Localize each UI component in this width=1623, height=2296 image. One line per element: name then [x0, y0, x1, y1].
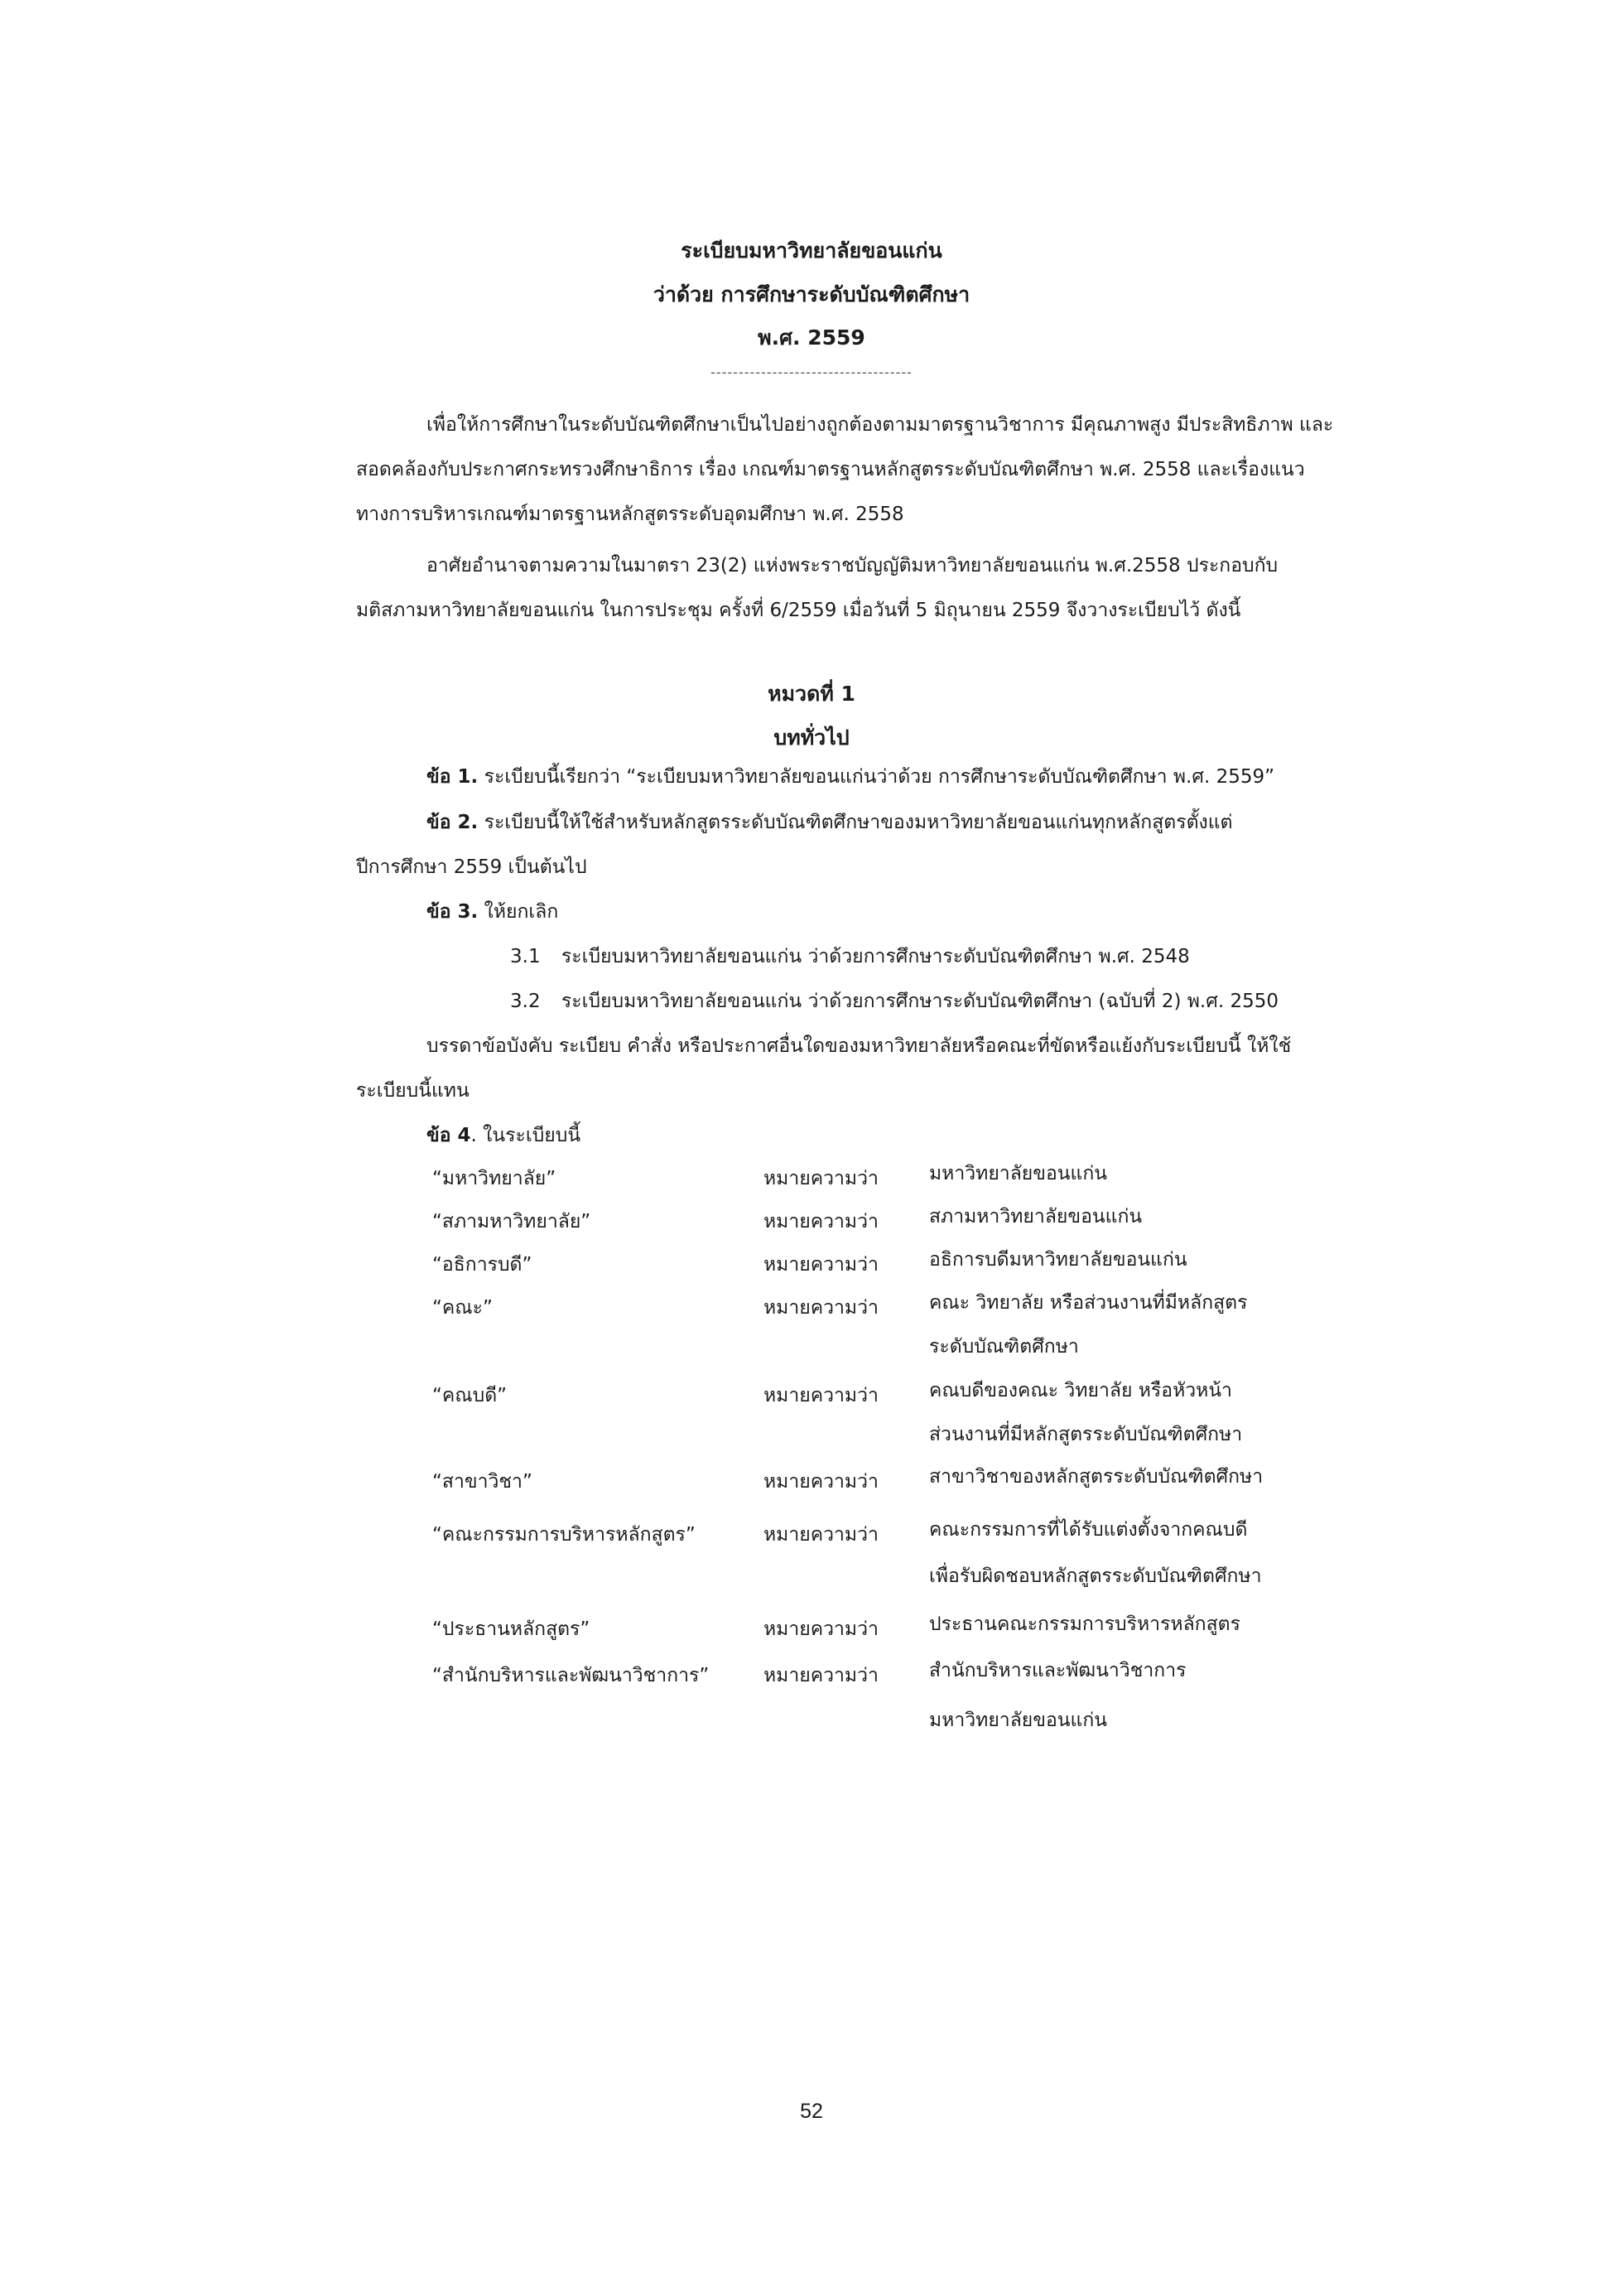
definition-value: สาขาวิชาของหลักสูตรระดับบัณฑิตศึกษา: [929, 1466, 1264, 1488]
definition-means: หมายความว่า: [763, 1385, 879, 1406]
definition-value-continued: มหาวิทยาลัยขอนแก่น: [929, 1710, 1108, 1731]
definition-term: “สาขาวิชา”: [432, 1471, 532, 1493]
definition-value: คณะ วิทยาลัย หรือส่วนงานที่มีหลักสูตร: [929, 1292, 1248, 1314]
definition-value-continued: เพื่อรับผิดชอบหลักสูตรระดับบัณฑิตศึกษา: [929, 1565, 1262, 1587]
repeal-line: ระเบียบนี้แทน: [356, 1080, 470, 1102]
definition-term: “คณะ”: [432, 1297, 493, 1319]
sub-clause-3-1: [510, 942, 1190, 972]
clause-text: ระเบียบนี้ให้ใช้สำหรับหลักสูตรระดับบัณฑิตศึกษาของมหาวิทยาลัยขอนแก่นทุกหลักสูตรตั้งแต่: [478, 812, 1233, 833]
definition-means: หมายความว่า: [763, 1211, 879, 1232]
clause-text: . ในระเบียบนี้: [470, 1125, 581, 1146]
definition-term: “คณะกรรมการบริหารหลักสูตร”: [432, 1524, 696, 1546]
definition-term: “สำนักบริหารและพัฒนาวิชาการ”: [432, 1665, 710, 1686]
definition-value: สำนักบริหารและพัฒนาวิชาการ: [929, 1660, 1187, 1681]
title-separator: ------------------------------------: [710, 364, 913, 380]
definition-value-continued: ส่วนงานที่มีหลักสูตรระดับบัณฑิตศึกษา: [929, 1424, 1243, 1445]
clause-4: [426, 1121, 580, 1150]
chapter-name: บททั่วไป: [773, 726, 850, 750]
definition-term: “สภามหาวิทยาลัย”: [432, 1211, 591, 1232]
clause-text: ระเบียบนี้เรียกว่า “ระเบียบมหาวิทยาลัยขอนแก่นว่าด้วย การศึกษาระดับบัณฑิตศึกษา พ.ศ. 2559”: [478, 766, 1275, 788]
definition-value: มหาวิทยาลัยขอนแก่น: [929, 1163, 1108, 1184]
definition-means: หมายความว่า: [763, 1618, 879, 1640]
preamble-line: เพื่อให้การศึกษาในระดับบัณฑิตศึกษาเป็นไปอย่างถูกต้องตามมาตรฐานวิชาการ มีคุณภาพสูง มีประสิทธิภาพ และ: [426, 414, 1334, 436]
clause-label: ข้อ 2.: [426, 812, 479, 833]
chapter-number: หมวดที่ 1: [768, 682, 855, 706]
doc-title: ระเบียบมหาวิทยาลัยขอนแก่น: [681, 239, 942, 263]
clause-label: ข้อ 3.: [426, 901, 479, 923]
definition-means: หมายความว่า: [763, 1665, 879, 1686]
authority-line: มติสภามหาวิทยาลัยขอนแก่น ในการประชุม ครั้งที่ 6/2559 เมื่อวันที่ 5 มิถุนายน 2559 จึงวางระเบียบไว้ ดังนี้: [356, 600, 1241, 621]
sub-clause-number: 3.2: [510, 991, 541, 1012]
clause-2-continued: ปีการศึกษา 2559 เป็นต้นไป: [356, 856, 587, 878]
repeal-line: บรรดาข้อบังคับ ระเบียบ คำสั่ง หรือประกาศอื่นใดของมหาวิทยาลัยหรือคณะที่ขัดหรือแย้งกับระเบียบนี้ ให้ใช้: [426, 1035, 1292, 1057]
preamble-line: สอดคล้องกับประกาศกระทรวงศึกษาธิการ เรื่อง เกณฑ์มาตรฐานหลักสูตรระดับบัณฑิตศึกษา พ.ศ. 2558 และเรื่องแนว: [356, 459, 1305, 480]
doc-subtitle: ว่าด้วย การศึกษาระดับบัณฑิตศึกษา: [653, 282, 970, 306]
definition-value: อธิการบดีมหาวิทยาลัยขอนแก่น: [929, 1249, 1187, 1271]
definition-value: คณบดีของคณะ วิทยาลัย หรือหัวหน้า: [929, 1380, 1232, 1401]
definition-means: หมายความว่า: [763, 1297, 879, 1319]
clause-1: [426, 762, 1274, 792]
definition-means: หมายความว่า: [763, 1471, 879, 1493]
definition-term: “คณบดี”: [432, 1385, 508, 1406]
definition-value: สภามหาวิทยาลัยขอนแก่น: [929, 1206, 1143, 1228]
definition-term: “มหาวิทยาลัย”: [432, 1168, 556, 1189]
authority-line: อาศัยอำนาจตามความในมาตรา 23(2) แห่งพระราชบัญญัติมหาวิทยาลัยขอนแก่น พ.ศ.2558 ประกอบกับ: [426, 555, 1279, 576]
definition-means: หมายความว่า: [763, 1524, 879, 1546]
preamble-line: ทางการบริหารเกณฑ์มาตรฐานหลักสูตรระดับอุดมศึกษา พ.ศ. 2558: [356, 504, 904, 525]
definition-value: ประธานคณะกรรมการบริหารหลักสูตร: [929, 1613, 1240, 1635]
clause-3: [426, 897, 558, 927]
definition-value: คณะกรรมการที่ได้รับแต่งตั้งจากคณบดี: [929, 1519, 1248, 1541]
definition-means: หมายความว่า: [763, 1254, 879, 1276]
sub-clause-3-2: [510, 986, 1279, 1016]
clause-label: ข้อ 4: [426, 1125, 471, 1146]
definition-means: หมายความว่า: [763, 1168, 879, 1189]
clause-label: ข้อ 1.: [426, 766, 479, 788]
sub-clause-number: 3.1: [510, 946, 541, 967]
page-number: 52: [800, 2100, 823, 2123]
sub-clause-text: ระเบียบมหาวิทยาลัยขอนแก่น ว่าด้วยการศึกษาระดับบัณฑิตศึกษา (ฉบับที่ 2) พ.ศ. 2550: [561, 991, 1279, 1012]
clause-2: [426, 808, 1233, 837]
doc-year: พ.ศ. 2559: [758, 326, 865, 350]
definition-term: “ประธานหลักสูตร”: [432, 1618, 590, 1640]
sub-clause-text: ระเบียบมหาวิทยาลัยขอนแก่น ว่าด้วยการศึกษาระดับบัณฑิตศึกษา พ.ศ. 2548: [561, 946, 1190, 967]
clause-text: ให้ยกเลิก: [478, 901, 559, 923]
definition-term: “อธิการบดี”: [432, 1254, 532, 1276]
definition-value-continued: ระดับบัณฑิตศึกษา: [929, 1336, 1079, 1358]
